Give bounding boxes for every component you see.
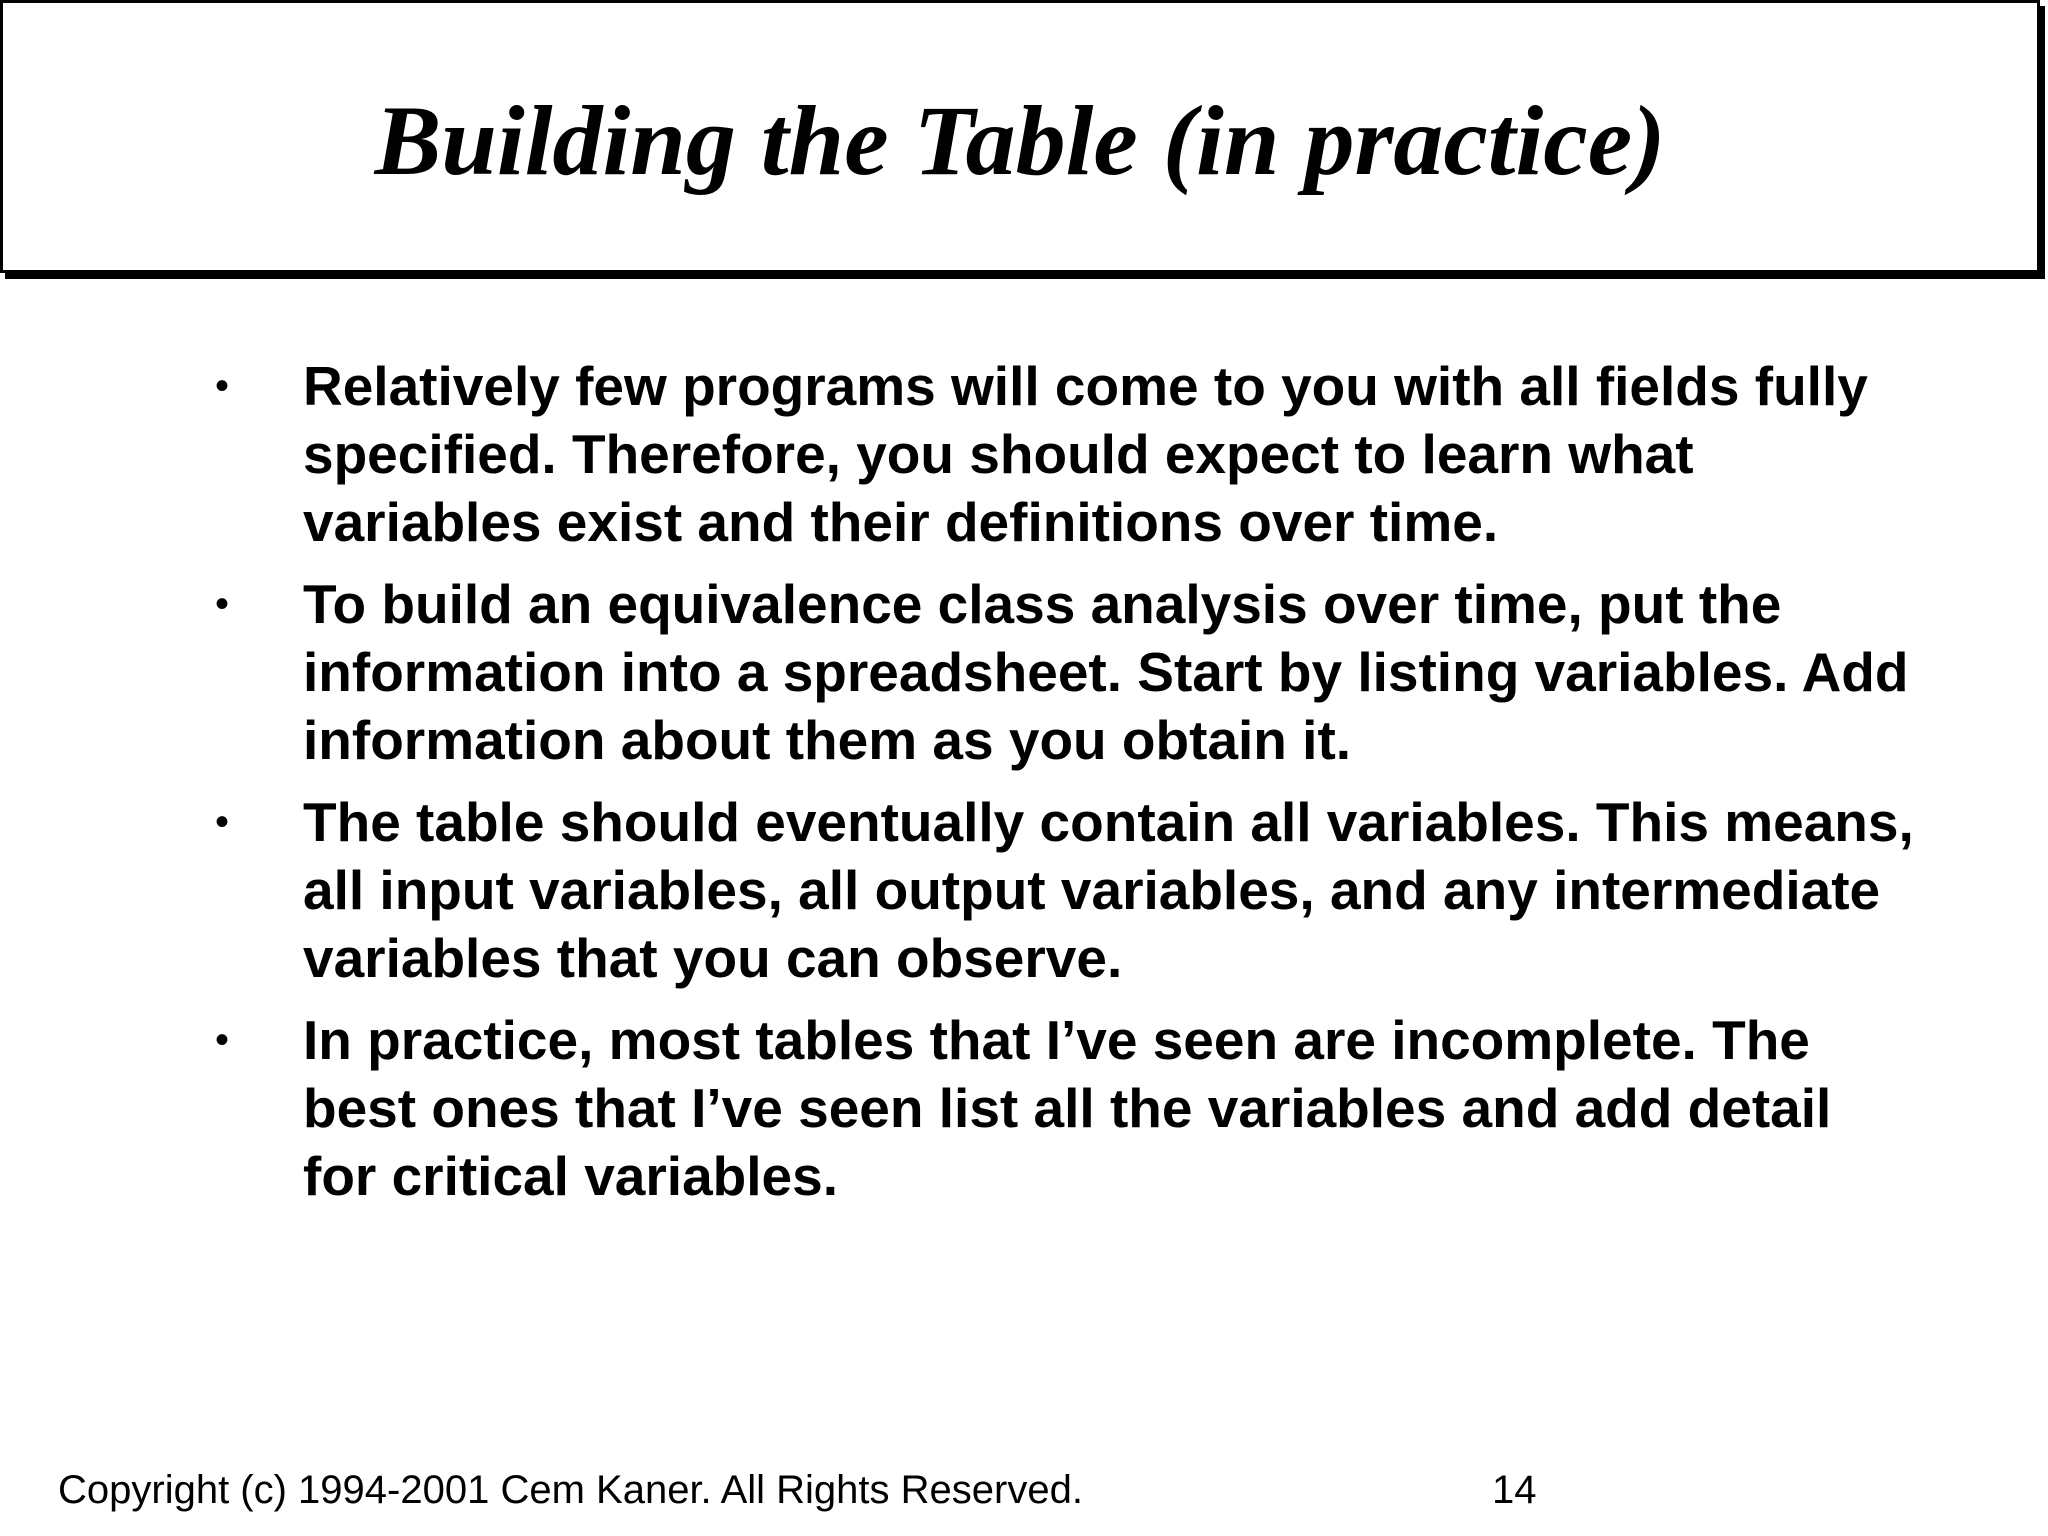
- bullet-icon: •: [215, 364, 230, 408]
- page-number: 14: [1492, 1468, 1537, 1512]
- bullet-text: To build an equivalence class analysis over time, put the information into a spreadsheet. Start by listing variables. Add information about them as you obtain it.: [303, 573, 1909, 771]
- bullet-icon: •: [215, 1018, 230, 1062]
- bullet-text: Relatively few programs will come to you with all fields fully specified. Therefore, you should expect to learn what variables exist and their definitions over time.: [303, 355, 1868, 553]
- slide-title: Building the Table (in practice): [374, 84, 1666, 196]
- bullet-icon: •: [215, 582, 230, 626]
- bullet-item: [215, 570, 1915, 774]
- bullet-item: [215, 1006, 1915, 1210]
- bullet-text: The table should eventually contain all variables. This means, all input variables, all output variables, and any intermediate variables that you can observe.: [303, 791, 1914, 989]
- bullet-icon: •: [215, 800, 230, 844]
- bullet-text: In practice, most tables that I’ve seen are incomplete. The best ones that I’ve seen list all the variables and add detail for critical variables.: [303, 1009, 1832, 1207]
- title-box: [0, 0, 2040, 273]
- bullet-list: [215, 352, 1915, 1224]
- bullet-item: [215, 788, 1915, 992]
- copyright-footer: Copyright (c) 1994-2001 Cem Kaner. All Rights Reserved.: [58, 1468, 1083, 1512]
- bullet-item: [215, 352, 1915, 556]
